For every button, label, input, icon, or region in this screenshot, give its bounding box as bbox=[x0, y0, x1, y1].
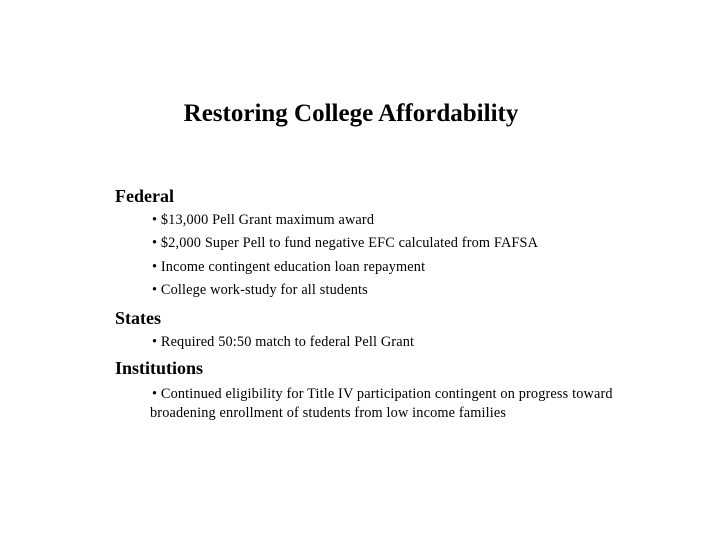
bullet-item: • College work-study for all students bbox=[152, 282, 368, 298]
bullet-item: • Income contingent education loan repayment bbox=[152, 259, 426, 275]
section-heading-states: States bbox=[115, 308, 161, 328]
section-heading-federal: Federal bbox=[115, 186, 174, 206]
bullet-item: • Continued eligibility for Title IV participation contingent on progress toward broadening enrollment of students from low income families bbox=[150, 386, 613, 421]
section-heading-institutions: Institutions bbox=[115, 358, 204, 378]
bullet-item: • $2,000 Super Pell to fund negative EFC calculated from FAFSA bbox=[152, 235, 539, 251]
bullet-item: • Required 50:50 match to federal Pell Grant bbox=[152, 334, 415, 350]
bullet-item: • $13,000 Pell Grant maximum award bbox=[152, 212, 375, 228]
slide-title: Restoring College Affordability bbox=[183, 100, 519, 127]
